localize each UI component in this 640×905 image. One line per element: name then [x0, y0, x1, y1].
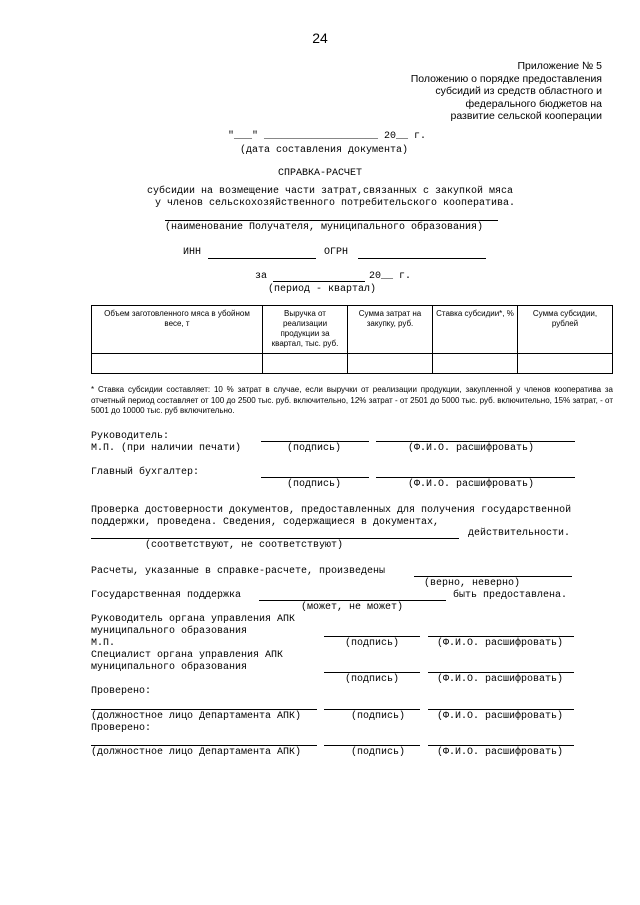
signature-caption: (подпись) [345, 674, 400, 685]
footnote: * Ставка субсидии составляет: 10 % затрат в случае, если выручки от реализации продукции, закупленной у членов кооператива за отчетный период составляет от 100 до 2500 тыс. руб. включительно, 12% затрат - от 2501 до 5000 тыс. руб. включительно, 15% затрат, - от 5001 до 10000 тыс. руб включительно. [91, 385, 613, 415]
apk-head-line-1: Руководитель органа управления АПК [91, 614, 296, 625]
head-fio-line [376, 441, 575, 442]
appendix-line: федерального бюджетов на [465, 97, 602, 110]
official-line [91, 709, 317, 710]
support-line [259, 600, 446, 601]
support-prefix: Государственная поддержка [91, 590, 242, 601]
inn-line [208, 258, 316, 259]
recipient-caption: (наименование Получателя, муниципального образования) [165, 222, 484, 233]
appendix-line: Положению о порядке предоставления [410, 72, 602, 85]
appendix-block [342, 60, 602, 123]
inn-label: ИНН [183, 247, 202, 258]
appendix-line: развитие сельской кооперации [450, 110, 602, 122]
period-prefix: за [255, 271, 268, 282]
calculations-caption: (верно, неверно) [424, 578, 521, 589]
apk-head-line-2: муниципального образования [91, 626, 248, 637]
appendix-line: субсидий из средств областного и [435, 85, 602, 97]
signature-caption: (подпись) [287, 479, 342, 490]
official-caption: (должностное лицо Департамента АПК) [91, 711, 302, 722]
support-suffix: быть предоставлена. [453, 590, 568, 601]
head-signature-line [261, 441, 369, 442]
accountant-fio-line [376, 477, 575, 478]
ogrn-line [358, 258, 486, 259]
apk-spec-fio-line [428, 672, 574, 673]
fio-caption: (Ф.И.О. расшифровать) [437, 747, 564, 758]
fio-caption: (Ф.И.О. расшифровать) [408, 479, 535, 490]
official-fio-line [428, 709, 574, 710]
checked-label: Проверено: [91, 686, 152, 697]
ogrn-label: ОГРН [324, 247, 349, 258]
apk-head-signature-line [324, 636, 420, 637]
accountant-signature-line [261, 477, 369, 478]
period-line [273, 281, 365, 282]
date-caption: (дата составления документа) [240, 145, 409, 156]
fio-caption: (Ф.И.О. расшифровать) [437, 638, 564, 649]
official-signature-line [324, 709, 420, 710]
official-fio-line [428, 745, 574, 746]
table-cell [263, 354, 348, 374]
table-row [92, 354, 613, 374]
table-cell [433, 354, 518, 374]
date-line: "___" ___________________ 20__ г. [228, 131, 427, 142]
period-caption: (период - квартал) [268, 284, 377, 295]
fio-caption: (Ф.И.О. расшифровать) [408, 443, 535, 454]
calculations-line [414, 576, 572, 577]
document-title: СПРАВКА-РАСЧЕТ [277, 168, 362, 179]
apk-mp-label: М.П. [91, 638, 116, 649]
subsidy-table [91, 305, 613, 374]
table-cell [348, 354, 433, 374]
table-cell [518, 354, 613, 374]
calculations-text: Расчеты, указанные в справке-расчете, произведены [91, 566, 386, 577]
reality-label: действительности. [468, 528, 571, 539]
appendix-title: Приложение № 5 [517, 60, 602, 72]
mp-label: М.П. (при наличии печати) [91, 443, 242, 454]
chief-accountant-label: Главный бухгалтер: [91, 467, 200, 478]
support-caption: (может, не может) [301, 602, 404, 613]
verification-caption: (соответствуют, не соответствуют) [145, 540, 344, 551]
head-label: Руководитель: [91, 431, 170, 442]
official-signature-line [324, 745, 420, 746]
apk-spec-line-1: Специалист органа управления АПК [91, 650, 284, 661]
fio-caption: (Ф.И.О. расшифровать) [437, 711, 564, 722]
table-header: Сумма затрат на закупку, руб. [348, 306, 433, 354]
table-header: Объем заготовленного мяса в убойном весе, т [92, 306, 263, 354]
subtitle-line-1: субсидии на возмещение части затрат,связанных с закупкой мяса [146, 186, 514, 197]
table-header: Ставка субсидии*, % [433, 306, 518, 354]
period-year: 20__ г. [369, 271, 412, 282]
fio-caption: (Ф.И.О. расшифровать) [437, 674, 564, 685]
table-header: Сумма субсидии, рублей [518, 306, 613, 354]
signature-caption: (подпись) [345, 638, 400, 649]
signature-caption: (подпись) [351, 711, 406, 722]
recipient-line [165, 220, 498, 221]
signature-caption: (подпись) [287, 443, 342, 454]
apk-head-fio-line [428, 636, 574, 637]
page-number: 24 [312, 30, 328, 46]
verification-text-2: поддержки, проведена. Сведения, содержащиеся в документах, [91, 517, 440, 528]
checked-label: Проверено: [91, 723, 152, 734]
official-caption: (должностное лицо Департамента АПК) [91, 747, 302, 758]
signature-caption: (подпись) [351, 747, 406, 758]
subtitle-line-2: у членов сельскохозяйственного потребительского кооператива. [154, 198, 516, 209]
verification-line [91, 538, 459, 539]
table-cell [92, 354, 263, 374]
apk-spec-signature-line [324, 672, 420, 673]
apk-spec-line-2: муниципального образования [91, 662, 248, 673]
table-header: Выручка от реализации продукции за квартал, тыс. руб. [263, 306, 348, 354]
official-line [91, 745, 317, 746]
verification-text-1: Проверка достоверности документов, предоставленных для получения государственной [91, 505, 572, 516]
